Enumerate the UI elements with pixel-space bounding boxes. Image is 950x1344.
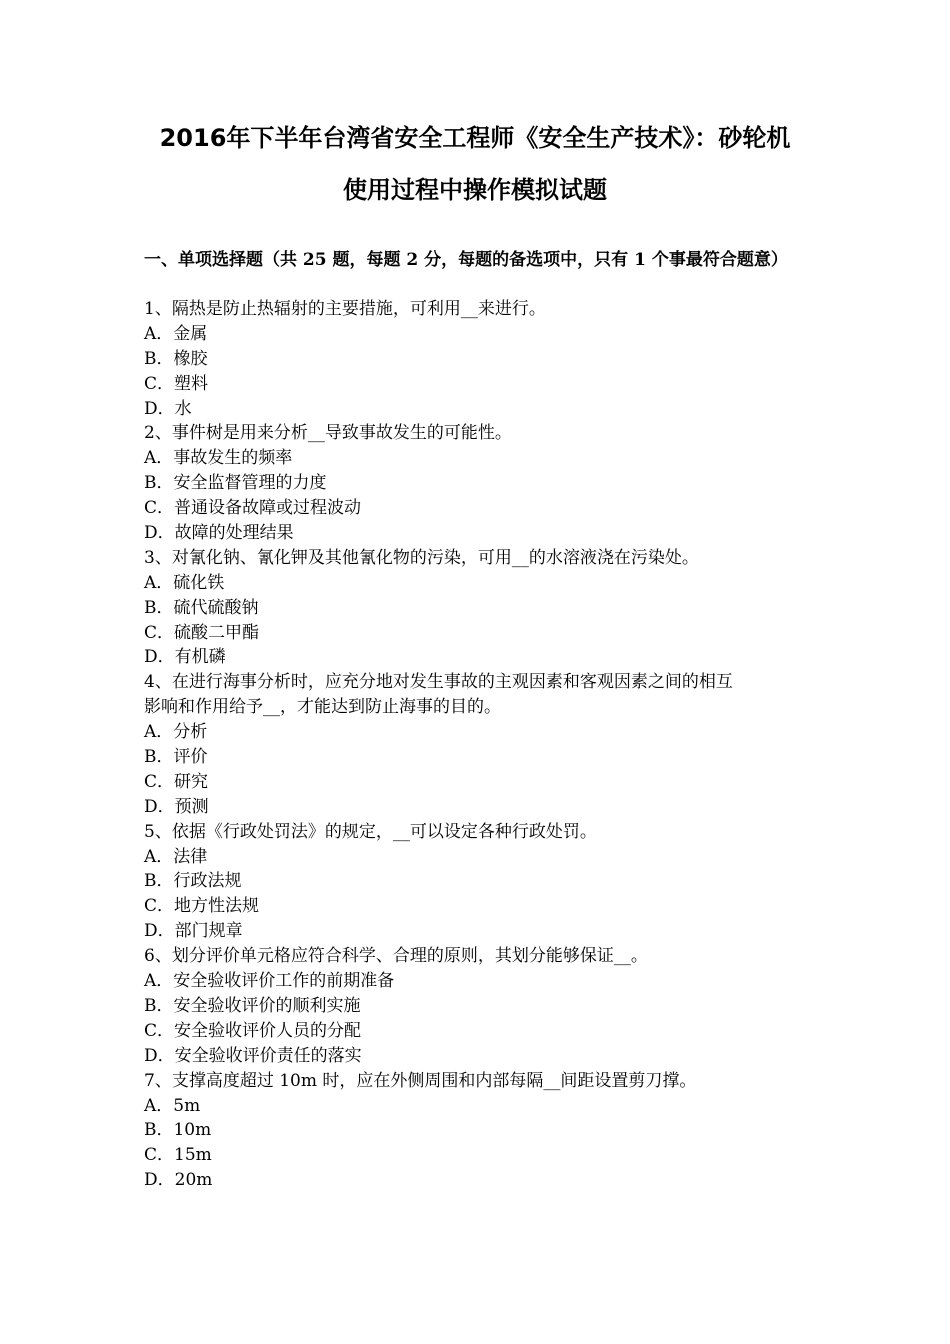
question-option: C．15m — [144, 1145, 212, 1166]
question-option: D．安全验收评价责任的落实 — [144, 1045, 362, 1066]
question-stem: 7、支撑高度超过 10m 时，应在外侧周围和内部每隔__间距设置剪刀撑。 — [144, 1070, 697, 1091]
question-stem: 6、划分评价单元格应符合科学、合理的原则，其划分能够保证__。 — [144, 946, 648, 967]
question-stem-line-2: 影响和作用给予__，才能达到防止海事的目的。 — [144, 697, 501, 718]
question-option: A．法律 — [144, 846, 208, 867]
question-option: B．安全监督管理的力度 — [144, 473, 327, 494]
question-stem: 2、事件树是用来分析__导致事故发生的可能性。 — [144, 423, 512, 444]
question-option: A．硫化铁 — [144, 572, 225, 593]
question-option: B．硫代硫酸钠 — [144, 597, 259, 618]
question-option: D．部门规章 — [144, 921, 243, 942]
section-heading: 一、单项选择题（共 25 题，每题 2 分，每题的备选项中，只有 1 个事最符合题意） — [144, 250, 788, 270]
question-option: A．5m — [144, 1095, 201, 1116]
question-option: C．硫酸二甲酯 — [144, 622, 260, 643]
question-option: A．安全验收评价工作的前期准备 — [144, 971, 395, 992]
question-option: B．行政法规 — [144, 871, 242, 892]
question-option: C．地方性法规 — [144, 896, 260, 917]
question-option: C．普通设备故障或过程波动 — [144, 498, 362, 519]
question-option: D．有机磷 — [144, 647, 226, 668]
question-option: A．事故发生的频率 — [144, 448, 293, 469]
question-option: D．预测 — [144, 796, 209, 817]
question-option: B．评价 — [144, 747, 208, 768]
question-option: D．20m — [144, 1170, 213, 1191]
question-option: C．安全验收评价人员的分配 — [144, 1020, 362, 1041]
question-option: A．金属 — [144, 323, 208, 344]
question-list — [144, 297, 809, 1193]
question-option: B．10m — [144, 1120, 212, 1141]
question-option: A．分析 — [144, 722, 208, 743]
question-option: D．故障的处理结果 — [144, 523, 294, 544]
question-stem: 5、依据《行政处罚法》的规定，__可以设定各种行政处罚。 — [144, 821, 597, 842]
document-title-line-2: 使用过程中操作模拟试题 — [343, 176, 607, 204]
question-stem: 1、隔热是防止热辐射的主要措施，可利用__来进行。 — [144, 299, 546, 319]
question-option: B．橡胶 — [144, 348, 208, 369]
question-stem-line-1: 4、在进行海事分析时，应充分地对发生事故的主观因素和客观因素之间的相互 — [144, 672, 733, 693]
question-option: D．水 — [144, 398, 192, 419]
question-option: C．研究 — [144, 771, 209, 792]
question-option: B．安全验收评价的顺利实施 — [144, 995, 361, 1016]
question-stem: 3、对氰化钠、氰化钾及其他氰化物的污染，可用__的水溶液浇在污染处。 — [144, 547, 699, 568]
document-title-line-1: 2016年下半年台湾省安全工程师《安全生产技术》：砂轮机 — [159, 124, 791, 152]
question-option: C．塑料 — [144, 373, 209, 394]
